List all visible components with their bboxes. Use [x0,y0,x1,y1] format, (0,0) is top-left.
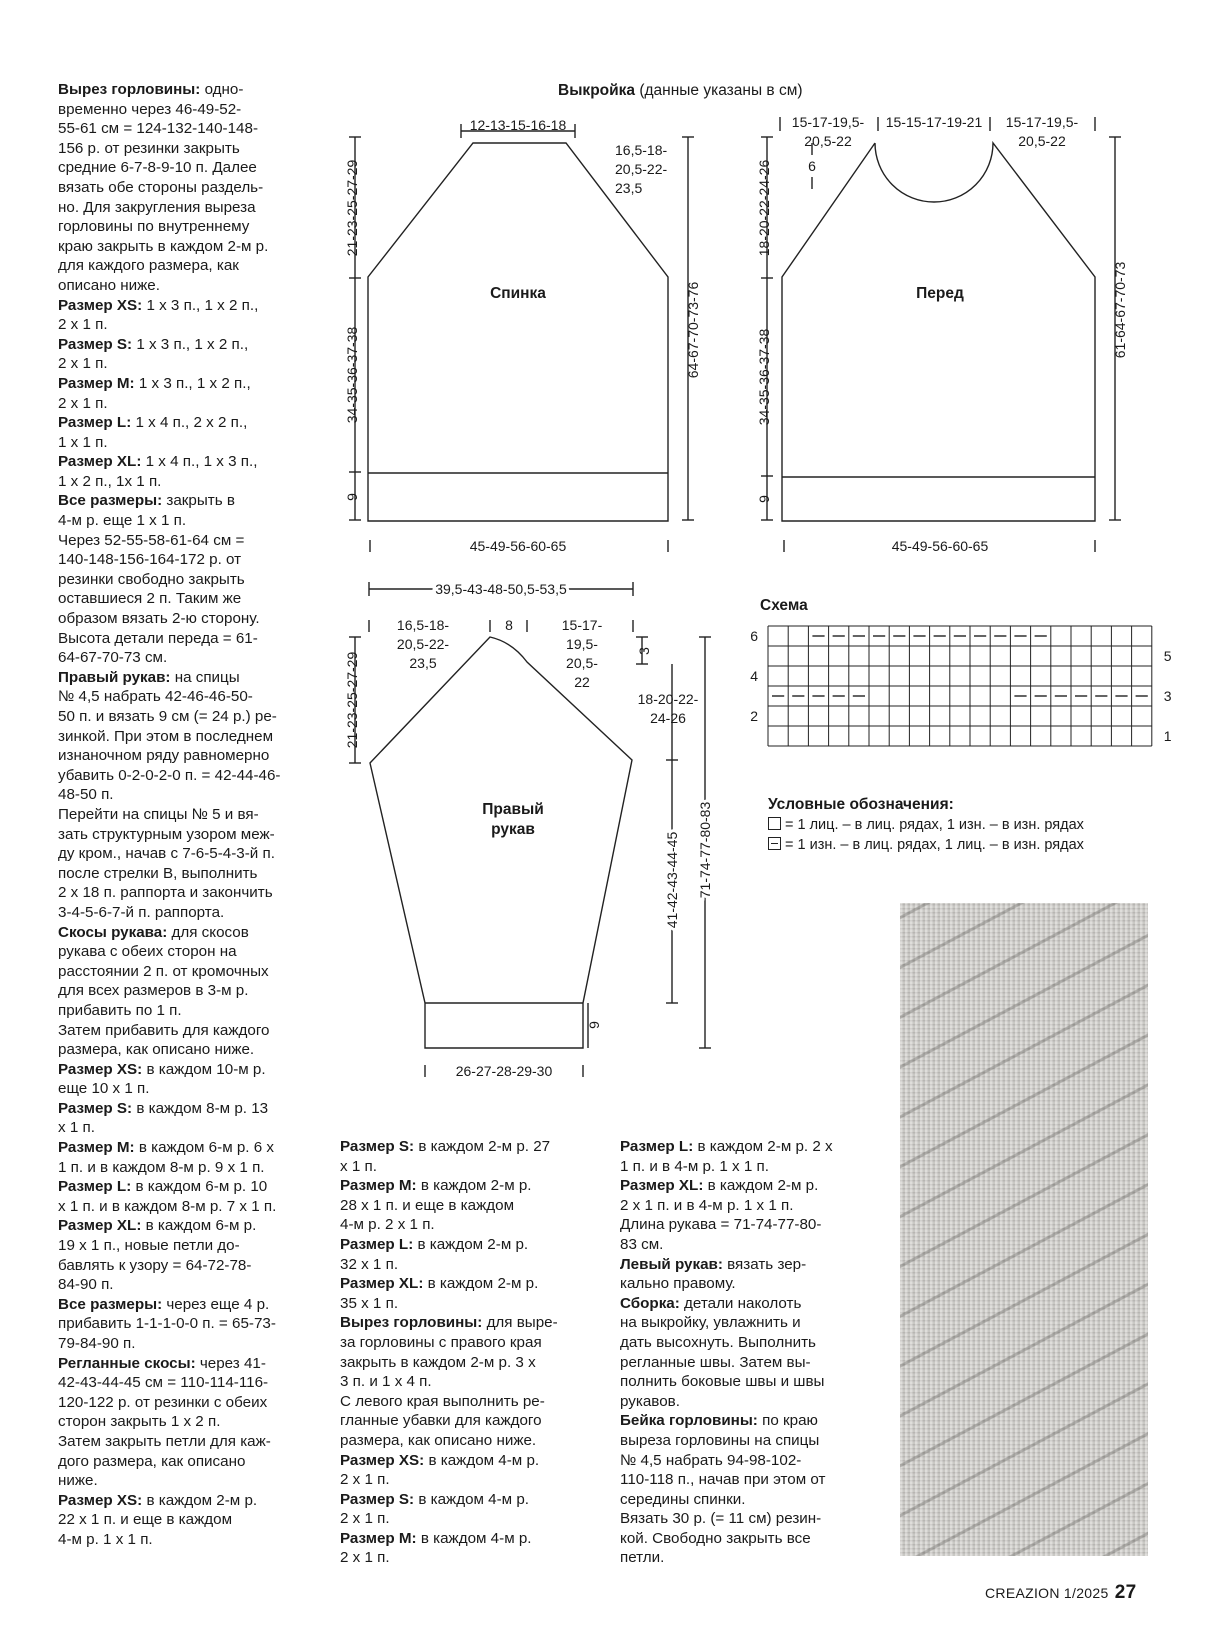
back-body-height: 34-35-36-37-38 [344,326,360,424]
text-run: 1 х 3 п., 1 х 2 п., [134,374,251,392]
text-run: изнаночном ряду равномерно [58,747,270,765]
sleeve-right-width-3: 20,5- [566,655,598,671]
stitch-chart-grid [750,626,1172,746]
purl-symbol-icon [768,837,781,850]
text-run: временно через 46-49-52- [58,100,242,118]
text-run: 2 х 18 п. раппорта и закончить [58,884,273,902]
text-run: в каждом 2-м р. 27 [414,1138,551,1155]
text-run: 64-67-70-73 см. [58,649,168,667]
text-run: х 1 п. и в каждом 8-м р. 7 х 1 п. [58,1197,277,1215]
front-width: 45-49-56-60-65 [891,538,989,554]
front-right-top-1: 15-17-19,5- [1005,114,1079,130]
bold-heading: Размер L: [58,414,132,432]
bold-heading: Бейка горловины: [620,1412,758,1430]
text-run: горловины по внутреннему [58,218,250,236]
text-run: Затем закрыть петли для каж- [58,1432,271,1450]
text-run: 1 п. и в каждом 8-м р. 9 х 1 п. [58,1158,265,1176]
sleeve-right-raglan-2: 24-26 [650,710,686,726]
bold-heading: Размер XL: [340,1275,424,1293]
legend-purl-row [768,835,1084,855]
text-run: для выре- [482,1314,558,1332]
bold-heading: Левый рукав: [620,1255,723,1273]
text-run: детали наколоть [679,1294,802,1312]
text-run: кой. Свободно закрыть все [620,1529,811,1547]
bold-heading: Сборка: [620,1294,680,1312]
bold-heading: Размер L: [620,1138,694,1155]
back-width: 45-49-56-60-65 [469,538,567,554]
bold-heading: Размер L: [58,1178,132,1196]
text-run: по краю [757,1412,818,1430]
text-run: 84-90 п. [58,1276,114,1294]
text-run: х 1 п. [340,1157,377,1175]
sleeve-right-width-4: 22 [574,674,590,690]
text-run: 2 х 1 п. и в 4-м р. 1 х 1 п. [620,1196,794,1214]
text-run: в каждом 6-м р. [141,1217,257,1235]
bold-heading: Все размеры: [58,1295,163,1313]
text-run: в каждом 4-м р. [424,1451,540,1469]
text-run: в каждом 4-м р. [414,1490,530,1508]
text-run: вязать зер- [722,1255,807,1273]
bold-heading: Размер S: [340,1138,415,1155]
text-run: дать высохнуть. Выполнить [620,1333,816,1351]
text-run: одно- [200,81,244,98]
text-run: выреза горловины на спицы [620,1431,820,1449]
text-run: 110-118 п., начав при этом от [620,1471,826,1489]
bold-heading: Регланные скосы: [58,1354,196,1372]
sleeve-left-width-2: 20,5-22- [396,636,450,652]
sleeve-left-width-1: 16,5-18- [396,617,450,633]
text-run: описано ниже. [58,276,160,294]
text-run: оставшиеся 2 п. Таким же [58,590,242,608]
bold-heading: Размер M: [58,1139,135,1157]
sleeve-label-2: рукав [491,821,535,838]
text-run: 2 х 1 п. [340,1510,390,1528]
text-run: 35 х 1 п. [340,1294,399,1312]
bold-heading: Правый рукав: [58,668,171,686]
back-raglan-width-1: 16,5-18- [615,142,668,158]
text-run: 156 р. от резинки закрыть [58,139,240,157]
text-run: Вязать 30 р. (= 11 см) резин- [620,1510,822,1528]
text-run: кально правому. [620,1275,736,1293]
text-run: х 1 п. [58,1119,95,1137]
text-run: 1 п. и в 4-м р. 1 х 1 п. [620,1157,769,1175]
sleeve-right-small: 3 [636,647,652,655]
legend-knit-row [768,815,1084,835]
bold-heading: Размер M: [340,1529,417,1547]
text-run: петли. [620,1549,665,1567]
text-run: убавить 0-2-0-2-0 п. = 42-44-46- [58,766,281,784]
text-run: ду кром., начав с 7-6-5-4-3-й п. [58,845,275,863]
text-run: в каждом 2-м р. 2 х [693,1138,833,1155]
back-raglan-height: 21-23-25-27-29 [344,159,360,257]
bold-heading: Все размеры: [58,492,163,510]
text-run: в каждом 2-м р. [416,1177,532,1195]
text-run: 28 х 1 п. и еще в каждом [340,1196,515,1214]
text-run: 1 х 2 п., 1х 1 п. [58,472,162,490]
text-run: 2 х 1 п. [58,355,108,373]
sleeve-outline [370,637,632,1048]
text-run: в каждом 2-м р. [413,1235,529,1253]
text-run: 1 х 1 п. [58,433,108,451]
chart-row-label: 3 [1163,688,1172,704]
sleeve-right-raglan-1: 18-20-22- [637,691,699,707]
front-left-top-1: 15-17-19,5- [791,114,865,130]
text-run: 1 х 3 п., 1 х 2 п., [142,296,259,314]
text-run: 2 х 1 п. [340,1549,390,1567]
text-run: средние 6-7-8-9-10 п. Далее [58,159,257,177]
text-run: 42-43-44-45 см = 110-114-116- [58,1374,269,1392]
text-run: прибавить 1-1-1-0-0 п. = 65-73- [58,1315,276,1333]
text-run: размера, как описано ниже. [340,1431,537,1449]
chart-row-label: 2 [750,708,758,724]
bold-heading: Вырез горловины: [58,81,201,98]
back-label: Спинка [490,285,546,302]
sleeve-left-raglan-height: 21-23-25-27-29 [344,651,360,749]
page-number: 27 [1114,1582,1137,1603]
text-run: после стрелки В, выполнить [58,864,258,882]
text-run: бавлять к узору = 64-72-78- [58,1256,252,1274]
text-run: 79-84-90 п. [58,1335,136,1352]
back-piece [349,124,694,552]
text-run: рукава с обеих сторон на [58,943,237,961]
back-rib-height: 9 [344,493,360,501]
text-run: 22 х 1 п. и еще в каждом [58,1511,233,1529]
text-run: 2 х 1 п. [58,394,108,412]
sleeve-right-width-2: 19,5- [566,636,598,652]
chart-row-label: 4 [750,668,758,684]
bold-heading: Размер XL: [620,1177,704,1195]
text-run: гланные убавки для каждого [340,1412,542,1430]
pattern-title-bold: Выкройка [558,82,636,99]
bold-heading: Размер M: [340,1177,417,1195]
text-run: в каждом 6-м р. 10 [131,1178,268,1196]
front-body-height: 34-35-36-37-38 [756,328,772,426]
bold-heading: Размер XL: [58,1217,142,1235]
sleeve-rib-height: 9 [586,1021,602,1029]
text-run: резинки свободно закрыть [58,570,245,588]
text-run: в каждом 8-м р. 13 [132,1099,269,1117]
back-raglan-width-2: 20,5-22- [615,161,668,177]
sleeve-top-width: 39,5-43-48-50,5-53,5 [435,581,567,597]
page-footer [985,1582,1137,1604]
front-neck-depth: 6 [808,158,816,174]
text-run: 120-122 р. от резинки с обеих [58,1393,268,1411]
text-run: 4-м р. 1 х 1 п. [58,1530,153,1548]
text-run: для каждого размера, как [58,257,239,275]
legend-title: Условные обозначения: [768,796,954,813]
text-run: 4-м р. еще 1 х 1 п. [58,512,187,530]
front-total-height: 61-64-67-70-73 [1112,261,1128,359]
text-run: регланные швы. Затем вы- [620,1353,811,1371]
front-piece [761,117,1121,552]
sleeve-right-width-1: 15-17- [561,617,603,633]
text-run: расстоянии 2 п. от кромочных [58,962,269,980]
front-label: Перед [916,285,964,302]
front-rib-height: 9 [756,495,772,503]
bold-heading: Размер XS: [58,1491,143,1509]
text-run: 48-50 п. [58,786,114,804]
text-run: на спицы [170,668,240,686]
text-run: в каждом 2-м р. [142,1491,258,1509]
bold-heading: Размер S: [58,335,133,353]
text-run: через еще 4 р. [162,1295,270,1313]
legend-knit-text: = 1 лиц. – в лиц. рядах, 1 изн. – в изн. рядах [785,817,1084,833]
back-raglan-width-3: 23,5 [615,180,643,196]
front-raglan-height: 18-20-22-24-26 [756,159,772,257]
bold-heading: Размер S: [58,1099,133,1117]
text-run: для всех размеров в 3-м р. [58,982,249,1000]
text-run: за горловины с правого края [340,1333,542,1351]
front-outline [782,143,1095,521]
text-run: 4-м р. 2 х 1 п. [340,1216,435,1234]
bold-heading: Размер XS: [58,1060,143,1078]
text-run: полнить боковые швы и швы [620,1373,825,1391]
bold-heading: Размер M: [58,374,135,392]
text-run: в каждом 10-м р. [142,1060,266,1078]
text-run: 1 х 4 п., 1 х 3 п., [141,453,258,471]
text-run: 3 п. и 1 х 4 п. [340,1373,432,1391]
text-run: размера, как описано ниже. [58,1041,255,1059]
text-run: 140-148-156-164-172 р. от [58,551,242,569]
text-run: 2 х 1 п. [340,1471,390,1489]
text-run: зать структурным узором меж- [58,825,275,843]
text-run: образом вязать 2-ю сторону. [58,610,260,628]
back-total-height: 64-67-70-73-76 [685,281,701,379]
text-run: середины спинки. [620,1490,746,1508]
sleeve-left-width-3: 23,5 [409,655,437,671]
text-run: 55-61 см = 124-132-140-148- [58,120,258,138]
sleeve-mid-width: 8 [505,617,513,633]
bold-heading: Скосы рукава: [58,923,168,941]
front-left-top-2: 20,5-22 [804,133,852,149]
bold-heading: Размер XS: [340,1451,425,1469]
bold-heading: Размер S: [340,1490,415,1508]
chart-row-label: 6 [750,628,758,644]
text-run: 32 х 1 п. [340,1255,399,1273]
text-run: 50 п. и вязать 9 см (= 24 р.) ре- [58,708,277,725]
text-run: 3-4-5-6-7-й п. раппорта. [58,903,225,921]
back-outline [368,143,668,521]
bold-heading: Размер XL: [58,453,142,471]
text-run: сторон закрыть 1 х 2 п. [58,1413,221,1431]
text-run: в каждом 2-м р. [703,1177,819,1195]
sleeve-body-height: 41-42-43-44-45 [664,831,680,929]
text-run: № 4,5 набрать 42-46-46-50- [58,688,253,706]
text-run: для скосов [167,923,249,941]
text-run: закрыть в каждом 2-м р. 3 х [340,1353,536,1371]
schema-title: Схема [760,597,808,614]
bold-heading: Размер L: [340,1235,414,1253]
text-run: дого размера, как описано [58,1452,246,1470]
text-run: 1 х 4 п., 2 х 2 п., [131,414,248,432]
text-run: закрыть в [162,492,235,510]
text-run: прибавить по 1 п. [58,1001,182,1019]
text-run: через 41- [195,1354,266,1372]
text-run: Высота детали переда = 61- [58,629,258,647]
chart-row-label: 5 [1163,648,1172,664]
text-run: Затем прибавить для каждого [58,1021,270,1039]
legend-purl-text: = 1 изн. – в лиц. рядах, 1 лиц. – в изн. рядах [785,837,1084,853]
front-mid-top: 15-15-17-19-21 [885,114,983,130]
text-run: 83 см. [620,1235,664,1253]
text-run: ниже. [58,1472,98,1490]
text-run: Через 52-55-58-61-64 см = [58,531,245,549]
text-run: зинкой. При этом в последнем [58,727,274,745]
sleeve-label-1: Правый [482,801,544,818]
legend [768,795,1084,855]
pattern-title-rest: (данные указаны в см) [635,82,803,99]
back-neck-width: 12-13-15-16-18 [469,117,567,133]
text-run: на выкройку, увлажнить и [620,1314,801,1332]
sleeve-total-height: 71-74-77-80-83 [697,801,713,899]
text-run: рукавов. [620,1392,680,1410]
text-run: в каждом 2-м р. [423,1275,539,1293]
bold-heading: Вырез горловины: [340,1314,483,1332]
bold-heading: Размер XS: [58,296,143,314]
text-run: в каждом 4-м р. [416,1529,532,1547]
text-run: С левого края выполнить ре- [340,1392,545,1410]
text-run: вязать обе стороны раздель- [58,178,264,196]
text-run: в каждом 6-м р. 6 х [134,1139,274,1157]
text-run: 2 х 1 п. [58,316,108,334]
text-run: но. Для закругления выреза [58,198,256,216]
front-right-top-2: 20,5-22 [1018,133,1066,149]
text-run: 19 х 1 п., новые петли до- [58,1237,240,1255]
text-run: еще 10 х 1 п. [58,1080,150,1098]
knit-symbol-icon [768,817,781,830]
text-run: 1 х 3 п., 1 х 2 п., [132,335,249,353]
text-run: Перейти на спицы № 5 и вя- [58,805,259,823]
chart-row-label: 1 [1163,728,1172,744]
magazine-issue: CREAZION 1/2025 [985,1585,1109,1601]
sleeve-cuff-width: 26-27-28-29-30 [455,1063,553,1079]
text-run: краю закрыть в каждом 2-м р. [58,237,269,255]
text-run: № 4,5 набрать 94-98-102- [620,1451,802,1469]
knit-texture-photo [900,903,1148,1556]
text-run: Длина рукава = 71-74-77-80- [620,1216,822,1234]
